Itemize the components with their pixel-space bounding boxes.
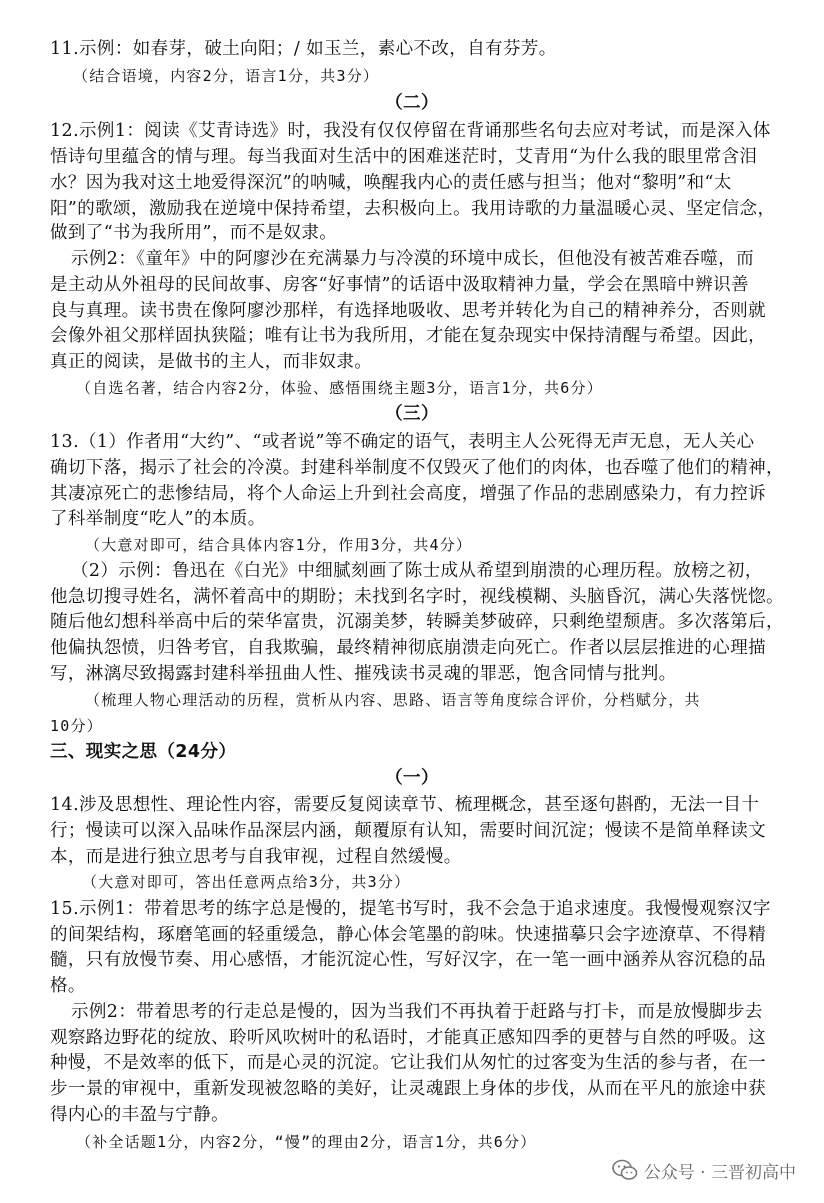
answer-12-line: 做到了“书为我所用”，而不是奴隶。 <box>50 223 338 243</box>
answer-11: 11.示例：如春芽，破土向阳；/ 如玉兰，素心不改，自有芬芳。 <box>50 39 557 59</box>
scoring-note-11: （结合语境，内容2分，语言1分，共3分） <box>73 67 380 85</box>
section-heading-2: （二） <box>385 93 439 113</box>
answer-12-example2-line: 是主动从外祖母的民间故事、房客“好事情”的话语中汲取精神力量，学会在黑暗中辨识善 <box>50 275 749 295</box>
answer-13-1-line: 其凄凉死亡的悲惨结局，将个人命运上升到社会高度，增强了作品的悲剧感染力，有力控诉 <box>50 484 766 504</box>
answer-13-2-line: 随后他幻想科举高中后的荣华富贵，沉溺美梦，转瞬美梦破碎，只剩绝望颓唐。多次落第后， <box>50 612 784 632</box>
scoring-note-14: （大意对即可，答出任意两点给3分，共3分） <box>82 873 411 891</box>
answer-13-2-line: 写，淋漓尽致揭露封建科举扭曲人性、摧残读书灵魂的罪恶，饱含同情与批判。 <box>50 664 677 684</box>
answer-12-example2-line: 会像外祖父那样固执狭隘；唯有让书为我所用，才能在复杂现实中保持清醒与希望。因此， <box>50 326 766 346</box>
scoring-note-13-1: （大意对即可，结合具体内容1分，作用3分，共4分） <box>85 536 473 554</box>
answer-13-2-line: 他急切搜寻姓名，满怀着高中的期盼；未找到名字时，视线模糊、头脑昏沉，满心失落恍惚。 <box>50 587 784 607</box>
answer-12-example2-line: 良与真理。读书贵在像阿廖沙那样，有选择地吸收、思考并转化为自己的精神养分，否则就 <box>50 301 766 321</box>
watermark <box>612 1157 796 1183</box>
answer-13-1-line: 了科举制度“吃人”的本质。 <box>50 509 266 529</box>
watermark-text: 公众号 · 三晋初高中 <box>643 1162 796 1183</box>
wechat-icon <box>612 1159 638 1181</box>
answer-13-1-line: 确切下落，揭示了社会的冷漠。封建科举制度不仅毁灭了他们的肉体，也吞噬了他们的精神， <box>50 458 784 478</box>
part-heading-3: 三、现实之思（24分） <box>50 742 237 762</box>
answer-15-line: 格。 <box>50 976 86 996</box>
answer-15-example2-line: 种慢，不是效率的低下，而是心灵的沉淀。它让我们从匆忙的过客变为生活的参与者，在一 <box>50 1053 766 1073</box>
answer-13-2-line: （2）示例：鲁迅在《白光》中细腻刻画了陈士成从希望到崩溃的心理历程。放榜之初， <box>71 561 763 581</box>
scoring-note-13-2-cont: 10分） <box>50 717 103 735</box>
answer-12-line: 悟诗句里蕴含的情与理。每当我面对生活中的困难迷茫时，艾青用“为什么我的眼里常含泪 <box>50 147 758 167</box>
answer-12-line: 12.示例1：阅读《艾青诗选》时，我没有仅仅停留在背诵那些名句去应对考试，而是深入体 <box>50 121 771 141</box>
answer-14-line: 14.涉及思想性、理论性内容，需要反复阅读章节、梳理概念，甚至逐句斟酌，无法一目十 <box>50 795 760 815</box>
scoring-note-13-2: （梳理人物心理活动的历程，赏析从内容、思路、语言等角度综合评价，分档赋分，共 <box>85 691 701 709</box>
scoring-note-15: （补全话题1分，内容2分，“慢”的理由2分，语言1分，共6分） <box>76 1133 537 1151</box>
answer-13-2-line: 他偏执怨愤，归咎考官，自我欺骗，最终精神彻底崩溃走向死亡。作者以层层推进的心理描 <box>50 638 766 658</box>
section-heading-1: （一） <box>385 768 439 788</box>
answer-12-line: 水？因为我对这土地爱得深沉”的呐喊，唤醒我内心的责任感与担当；他对“黎明”和“太 <box>50 173 732 193</box>
answer-14-line: 本，而是进行独立思考与自我审视，过程自然缓慢。 <box>50 847 462 867</box>
answer-15-example2-line: 得内心的丰盈与宁静。 <box>50 1105 229 1125</box>
section-heading-3: （三） <box>385 404 439 424</box>
answer-13-1-line: 13.（1）作者用“大约”、“或者说”等不确定的语气，表明主人公死得无声无息，无人关心 <box>50 432 755 452</box>
answer-15-example2-line: 步一景的审视中，重新发现被忽略的美好，让灵魂跟上身体的步伐，从而在平凡的旅途中获 <box>50 1079 766 1099</box>
answer-15-line: 的间架结构，琢磨笔画的轻重缓急，静心体会笔墨的韵味。快速描摹只会字迹潦草、不得精 <box>50 925 766 945</box>
answer-12-line: 阳”的歌颂，激励我在逆境中保持希望，去积极向上。我用诗歌的力量温暖心灵、坚定信念， <box>50 199 776 219</box>
answer-15-line: 髓，只有放慢节奏、用心感悟，才能沉淀心性，写好汉字，在一笔一画中涵养从容沉稳的品 <box>50 950 766 970</box>
answer-15-line: 15.示例1：带着思考的练字总是慢的，提笔书写时，我不会急于追求速度。我慢慢观察汉字 <box>50 899 771 919</box>
answer-14-line: 行；慢读可以深入品味作品深层内涵，颠覆原有认知，需要时间沉淀；慢读不是简单释读文 <box>50 821 766 841</box>
scoring-note-12: （自选名著，结合内容2分，体验、感悟围绕主题3分，语言1分，共6分） <box>76 379 603 397</box>
answer-15-example2-line: 示例2：带着思考的行走总是慢的，因为当我们不再执着于赶路与打卡，而是放慢脚步去 <box>71 1002 763 1022</box>
answer-15-example2-line: 观察路边野花的绽放、聆听风吹树叶的私语时，才能真正感知四季的更替与自然的呼吸。这 <box>50 1028 766 1048</box>
answer-12-example2-line: 示例2：《童年》中的阿廖沙在充满暴力与冷漠的环境中成长，但他没有被苦难吞噬，而 <box>71 249 754 269</box>
answer-12-example2-line: 真正的阅读，是做书的主人，而非奴隶。 <box>50 352 373 372</box>
